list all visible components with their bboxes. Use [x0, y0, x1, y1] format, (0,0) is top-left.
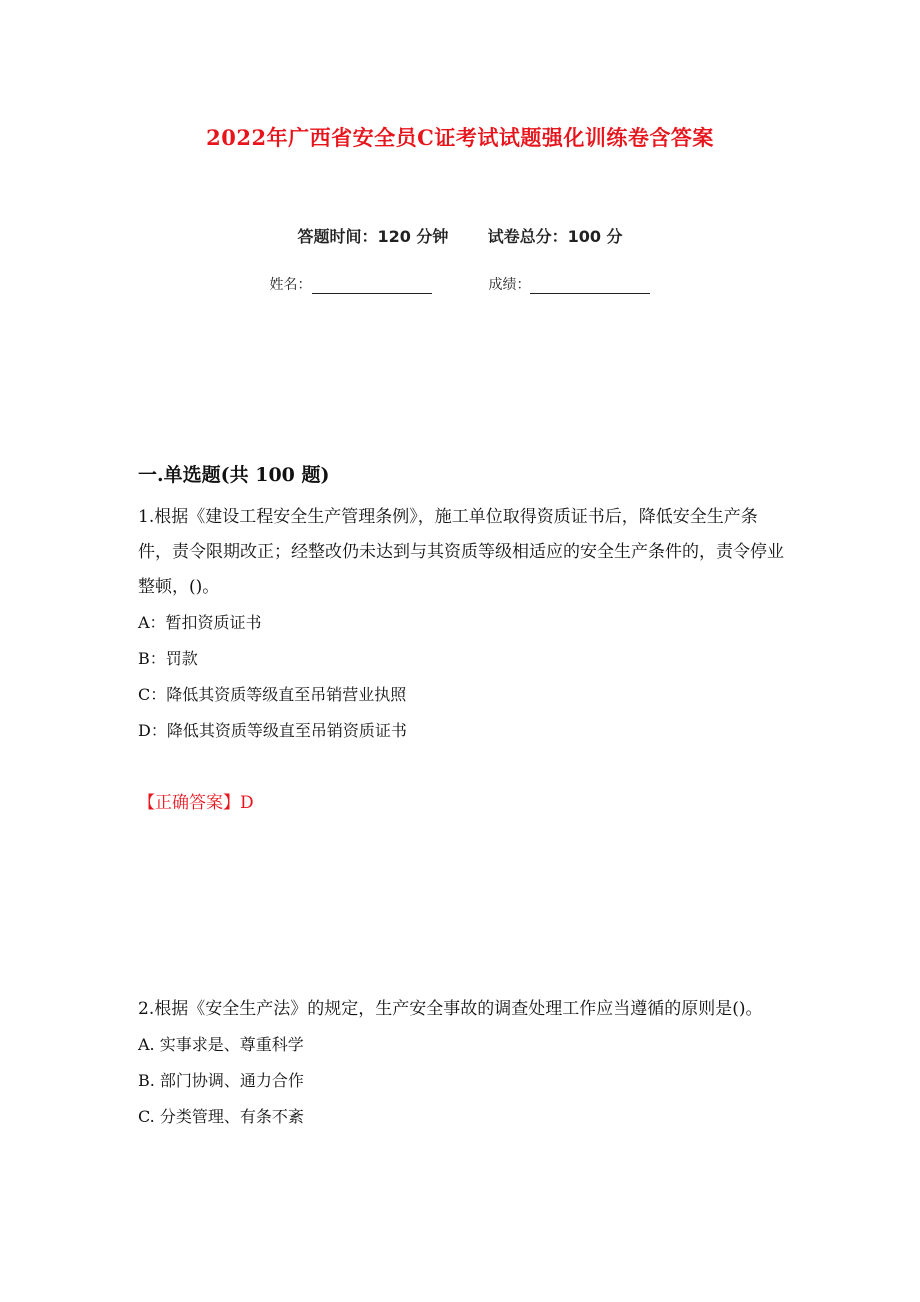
document-title: 2022年广西省安全员C证考试试题强化训练卷含答案	[206, 125, 714, 150]
option-c: C. 分类管理、有条不紊	[138, 1107, 304, 1126]
total-score-label: 试卷总分：100 分	[487, 227, 623, 246]
option-c: C：降低其资质等级直至吊销营业执照	[138, 685, 407, 704]
name-blank	[312, 279, 432, 294]
option-a: A. 实事求是、尊重科学	[138, 1035, 304, 1054]
time-label: 答题时间：120 分钟	[297, 227, 449, 246]
section-title: 一.单选题(共 100 题)	[138, 464, 330, 486]
student-info-row	[0, 274, 920, 294]
exam-info-row	[0, 224, 920, 247]
question-stem: 2.根据《安全生产法》的规定，生产安全事故的调查处理工作应当遵循的原则是()。	[138, 999, 763, 1019]
grade-label: 成绩：	[488, 277, 531, 293]
question-2	[138, 992, 788, 1135]
question-stem: 1.根据《建设工程安全生产管理条例》，施工单位取得资质证书后，降低安全生产条件，责令限期改正；经整改仍未达到与其资质等级相适应的安全生产条件的，责令停业整顿，()。	[138, 507, 784, 597]
question-1	[138, 500, 788, 749]
correct-answer: 【正确答案】D	[138, 793, 254, 813]
option-b: B. 部门协调、通力合作	[138, 1071, 304, 1090]
option-d: D：降低其资质等级直至吊销资质证书	[138, 721, 407, 740]
option-a: A：暂扣资质证书	[138, 613, 262, 632]
name-label: 姓名：	[269, 277, 312, 293]
grade-blank	[530, 279, 650, 294]
option-b: B：罚款	[138, 649, 198, 668]
